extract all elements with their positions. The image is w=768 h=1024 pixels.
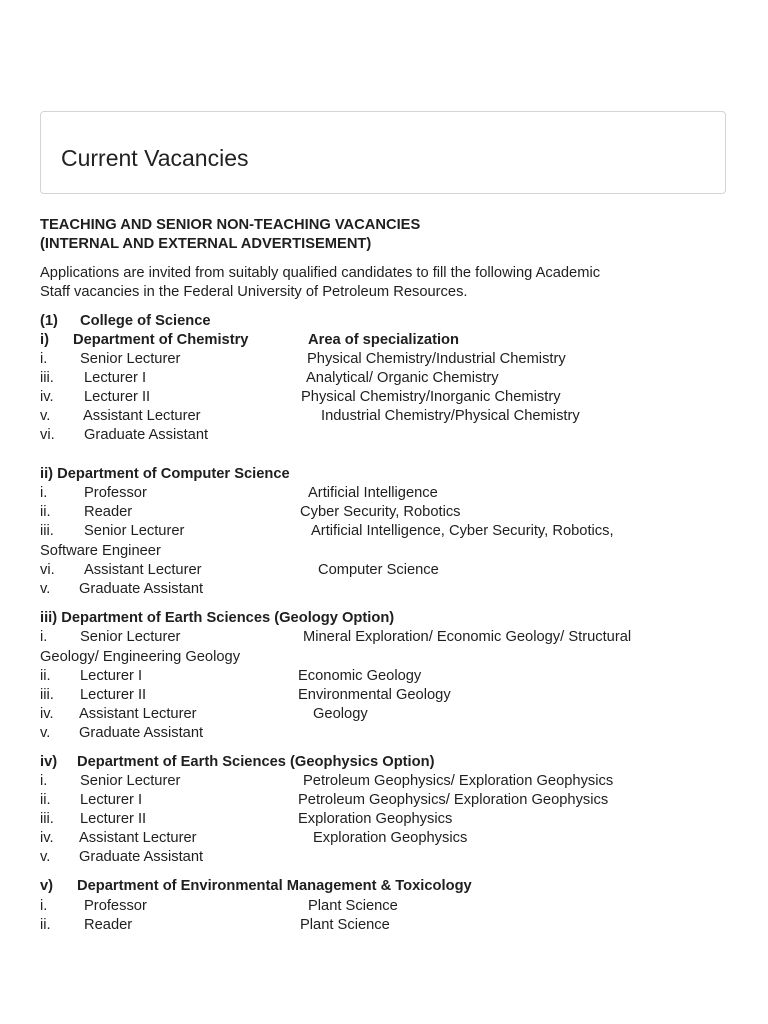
department-number: iv): [40, 754, 58, 770]
position-title: Assistant Lecturer: [79, 830, 197, 846]
department-name: Department of Environmental Management & Toxicology: [77, 878, 472, 894]
table-row-continuation: Software Engineer: [40, 543, 161, 559]
specialization: Plant Science: [300, 917, 390, 933]
position-title: Reader: [84, 917, 133, 933]
table-row-continuation: Geology/ Engineering Geology: [40, 649, 241, 665]
position-title: Lecturer I: [80, 668, 143, 684]
vacancies-document: TEACHING AND SENIOR NON-TEACHING VACANCIES (INTERNAL AND EXTERNAL ADVERTISEMENT) Applications are invited from suitably qualified candidates to fill the following Academic Staff vacancies in the Federal University of Petroleum Resources. (1) College of Science i) Department of Chemistry Area of specialization i. Senior Lecturer Physical Chemistry/Industrial Chemistry iii. Lecturer I Analytical/ Organic Chemistry iv. Lecturer II Physical Chemistry/Inorganic Chemistry v. Assistant Lecturer Industrial Chemistry/Physical Chemistry vi. Graduate Assistant ii) Department of Computer Science i. Professor Artificial Intelligence ii. Reader Cyber Security, Robotics iii. Senior Lecturer Artificial Intelligence, Cyber Security, Robotics, Software Engineer vi. Assistant Lecturer Computer Science v. Graduate Assistant iii) Department of Earth Sciences (Geology Option) i. Senior Lecturer Mineral Exploration/ Economic Geology/ Structural Geology/ Engineering Geology ii. Lecturer I Economic Geology iii. Lecturer II Environmental Geology iv. Assistant Lecturer Geology v. Graduate Assistant iv) Department of Earth Sciences (Geophysics Option) i. Senior Lecturer Petroleum Geophysics/ Exploration Geophysics ii. Lecturer I Petroleum Geophysics/ Exploration Geophysics iii. Lecturer II Exploration Geophysics iv. Assistant Lecturer Exploration Geophysics v. Graduate Assistant v) Department of Environmental Management & Toxicology i. Professor Plant Science ii. Reader Plant Science: [40, 217, 632, 933]
specialization: Exploration Geophysics: [298, 811, 453, 827]
section-heading: TEACHING AND SENIOR NON-TEACHING VACANCIES: [40, 217, 421, 233]
specialization: Physical Chemistry/Inorganic Chemistry: [301, 389, 561, 405]
specialization: Industrial Chemistry/Physical Chemistry: [321, 408, 580, 424]
page-title: Current Vacancies: [61, 145, 249, 171]
department-heading-geology: iii) Department of Earth Sciences (Geology Option): [40, 610, 395, 626]
position-title: Graduate Assistant: [84, 427, 209, 443]
specialization: Analytical/ Organic Chemistry: [306, 370, 499, 386]
position-title: Graduate Assistant: [79, 725, 204, 741]
specialization: Plant Science: [308, 898, 398, 914]
position-title: Lecturer I: [84, 370, 147, 386]
specialization: Petroleum Geophysics/ Exploration Geophysics: [303, 773, 614, 789]
specialization: Environmental Geology: [298, 687, 451, 703]
specialization: Artificial Intelligence, Cyber Security, Robotics,: [311, 523, 614, 539]
position-title: Senior Lecturer: [84, 523, 185, 539]
position-title: Lecturer I: [80, 792, 143, 808]
department-name: Department of Earth Sciences (Geophysics Option): [77, 754, 435, 770]
intro-paragraph-line: Staff vacancies in the Federal University of Petroleum Resources.: [40, 284, 468, 300]
specialization: Exploration Geophysics: [313, 830, 468, 846]
position-title: Reader: [84, 504, 133, 520]
department-number: i): [40, 332, 49, 348]
college-name: College of Science: [80, 313, 211, 329]
position-title: Professor: [84, 898, 147, 914]
position-title: Senior Lecturer: [80, 773, 181, 789]
college-number: (1): [40, 313, 58, 329]
position-title: Lecturer II: [84, 389, 151, 405]
position-title: Lecturer II: [80, 811, 147, 827]
department-name: Department of Chemistry: [73, 332, 249, 348]
department-number: v): [40, 878, 54, 894]
position-title: Professor: [84, 485, 147, 501]
position-title: Graduate Assistant: [79, 581, 204, 597]
department-heading-computer-science: ii) Department of Computer Science: [40, 466, 290, 482]
position-title: Senior Lecturer: [80, 351, 181, 367]
intro-paragraph-line: Applications are invited from suitably qualified candidates to fill the following Academic: [40, 265, 601, 281]
position-title: Lecturer II: [80, 687, 147, 703]
position-title: Senior Lecturer: [80, 629, 181, 645]
position-title: Assistant Lecturer: [79, 706, 197, 722]
position-title: Assistant Lecturer: [83, 408, 201, 424]
specialization: Artificial Intelligence: [308, 485, 438, 501]
specialization: Computer Science: [318, 562, 439, 578]
specialization: Petroleum Geophysics/ Exploration Geophysics: [298, 792, 609, 808]
specialization: Physical Chemistry/Industrial Chemistry: [307, 351, 566, 367]
specialization: Geology: [313, 706, 368, 722]
position-title: Graduate Assistant: [79, 849, 204, 865]
specialization: Economic Geology: [298, 668, 422, 684]
specialization: Cyber Security, Robotics: [300, 504, 461, 520]
area-of-specialization-header: Area of specialization: [308, 332, 459, 348]
position-title: Assistant Lecturer: [84, 562, 202, 578]
section-subheading: (INTERNAL AND EXTERNAL ADVERTISEMENT): [40, 236, 372, 252]
specialization: Mineral Exploration/ Economic Geology/ Structural: [303, 629, 632, 645]
